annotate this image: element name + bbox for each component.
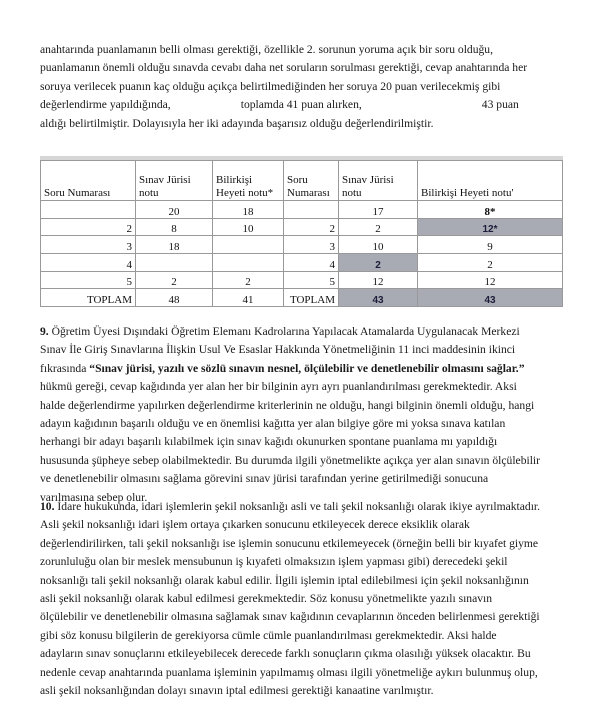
table-total-row [41, 289, 563, 307]
text-line: asli şekil noksanlığından dolayı sınavın iptal edilmesi gerektiği kanaatine varılmıştır. [40, 684, 434, 698]
text-line: değerlendirilirken, tali şekil noksanlığı ise işlemin sonucunu etkilemeyecek (örneğin belli bir kıyafet giyme [40, 536, 539, 550]
table-row [41, 201, 563, 219]
header-question-number: Soru Numarası [284, 161, 339, 201]
text-line: nedenle cevap anahtarında puanlama işleminin yapılmamış olması ilgili yönetmeliğe aykırı bulunmuş olup, [40, 665, 538, 679]
total-label: TOPLAM [284, 289, 339, 307]
highlighted-cell: 12* [418, 218, 563, 236]
cell: 4 [284, 254, 339, 272]
cell: 10 [339, 236, 418, 254]
cell: 3 [41, 236, 136, 254]
text-line: adayın kağıdının başarılı olduğu ve en önemlisi kağıtta yer alan bilgiye göre mi yoksa sınava katılan [40, 417, 506, 431]
cell: 2 [418, 254, 563, 272]
cell: 10 [213, 218, 284, 236]
text-fragment: toplamda 41 puan alırken, [240, 98, 362, 112]
cell: 17 [339, 201, 418, 219]
cell: 12 [339, 271, 418, 289]
quoted-regulation: “Sınav jürisi, yazılı ve sözlü sınavın nesnel, ölçülebilir ve denetlenebilir olmasını sağlar.” [89, 361, 525, 375]
table-row [41, 236, 563, 254]
cell: 2 [213, 271, 284, 289]
header-question-number: Soru Numarası [41, 161, 136, 201]
total-value-highlighted: 43 [339, 289, 418, 307]
cell [284, 201, 339, 219]
total-value: 41 [213, 289, 284, 307]
highlighted-cell: 2 [339, 254, 418, 272]
total-value-highlighted: 43 [418, 289, 563, 307]
text-line-with-redactions [40, 96, 562, 114]
table-header-row [41, 161, 563, 201]
cell: 2 [136, 271, 213, 289]
header-expert-score: Bilirkişi Heyeti notu' [418, 161, 563, 201]
text-line: zorunluluğu olan bir meslek mensubunun iş kıyafeti olmaksızın işlem yapması gibi) derecedeki şekil [40, 555, 508, 569]
text-line: puanlamanın önemli olduğu sınavda cevabı daha net soruların sorulması gerektiği, cevap anahtarında her [40, 61, 528, 75]
text-line: ölçülebilir ve denetlenebilir olmasına sağlamak sınav kağıdının cevaplarının önceden belirlenmesi gerektiği [40, 610, 540, 624]
score-grid [40, 160, 563, 307]
paragraph-scoring-intro [40, 41, 562, 133]
text-line: ve denetlenebilir olmasını sağlama görevini sınav jürisi tarafından yerine getirilmediği sonucuna [40, 472, 489, 486]
paragraph-item-9 [40, 323, 562, 507]
text-line: Sınav İle Giriş Sınavlarına İlişkin Usul Ve Esaslar Hakkında Yönetmeliğinin 11 inci maddesinin ikinci [40, 343, 516, 357]
text-fragment: fıkrasında [40, 361, 87, 375]
table-row [41, 218, 563, 236]
text-line: herhangi bir adayı başarılı kılabilmek için sınav kağıdı okunurken spontane puanlama mı yapıldığı [40, 435, 498, 449]
header-jury-score: Sınav Jürisi notu [136, 161, 213, 201]
text-line: Asli şekil noksanlığı idari işlem ortaya çıkarken sonucunu etkileyecek derece eksiklik olarak [40, 518, 470, 532]
table-row [41, 271, 563, 289]
cell: 4 [41, 254, 136, 272]
cell: 5 [284, 271, 339, 289]
cell [213, 254, 284, 272]
text-line: gibi söz konusu bilgilerin de gerekiyorsa cümle cümle puanlandırılması gerekmektedir. Aksi halde [40, 628, 497, 642]
text-fragment: Öğretim Üyesi Dışındaki Öğretim Elemanı Kadrolarına Yapılacak Atamalarda Uygulanacak Merkezi [51, 325, 520, 338]
text-line: hususunda şüpheye sebep olabilmektedir. Bu durumda ilgili yönetmelikte açıkça yer alan sınavın ölçülebilir [40, 453, 541, 467]
table-row [41, 254, 563, 272]
text-line: halde değerlendirme yapılırken değerlendirme kriterlerinin ne olduğu, hangi bilginin önemli olduğu, hangi [40, 398, 535, 412]
cell: 2 [284, 218, 339, 236]
paragraph-item-10 [40, 498, 562, 700]
total-value: 48 [136, 289, 213, 307]
text-line [40, 323, 562, 341]
cell: 12 [418, 271, 563, 289]
cell: 5 [41, 271, 136, 289]
cell: 18 [136, 236, 213, 254]
text-fragment: 43 puan [481, 98, 519, 112]
cell: 2 [41, 218, 136, 236]
text-line: soruya verilecek puanın kaç olduğu açıkça belirtilmediğinden her soruya 20 puan verilecekmiş gibi [40, 79, 501, 93]
text-line: aldığı belirtilmiştir. Dolayısıyla her iki adayında başarısız olduğu değerlendirilmiştir. [40, 116, 434, 130]
text-fragment: değerlendirme yapıldığında, [40, 98, 171, 112]
header-jury-score: Sınav Jürisi notu [339, 161, 418, 201]
text-line: asli şekil noksanlığı olarak kabul edilmesi gerekmektedir. Söz konusu yönetmelikte yazılı sınavın [40, 592, 493, 606]
cell: 8 [136, 218, 213, 236]
total-label: TOPLAM [41, 289, 136, 307]
item-number: 9. [40, 325, 49, 338]
header-expert-score: Bilirkişi Heyeti notu* [213, 161, 284, 201]
cell: 3 [284, 236, 339, 254]
text-line: varılmasına sebep olur. [40, 490, 148, 504]
text-line: adayların sınav sonuçlarını etkileyebilecek derecede farklı sonuçların çıkma olasılığı yüksek olacaktır. Bu [40, 647, 531, 661]
score-comparison-table [40, 156, 563, 314]
text-line [40, 498, 562, 516]
cell: 20 [136, 201, 213, 219]
cell [213, 236, 284, 254]
item-number: 10. [40, 500, 55, 513]
text-line: hükmü gereği, cevap kağıdında yer alan her bir bilginin ayrı ayrı puanlandırılması gerekmektedir. Aksi [40, 380, 517, 394]
text-line [40, 360, 562, 378]
text-line: noksanlığı tali şekil noksanlığı olarak kabul edilir. İlgili işlemin iptal edilebilmesi için şekil noksanlığının [40, 573, 529, 587]
text-fragment: İdare hukukunda, idari işlemlerin şekil noksanlığı asli ve tali şekil noksanlığı olarak ikiye ayrılmaktadır. [57, 500, 541, 513]
cell: 2 [339, 218, 418, 236]
cell: 9 [418, 236, 563, 254]
text-line: anahtarında puanlamanın belli olması gerektiği, özellikle 2. sorunun yoruma açık bir soru olduğu, [40, 43, 494, 56]
cell: 18 [213, 201, 284, 219]
cell: 8* [418, 201, 563, 219]
cell [41, 201, 136, 219]
cell [136, 254, 213, 272]
